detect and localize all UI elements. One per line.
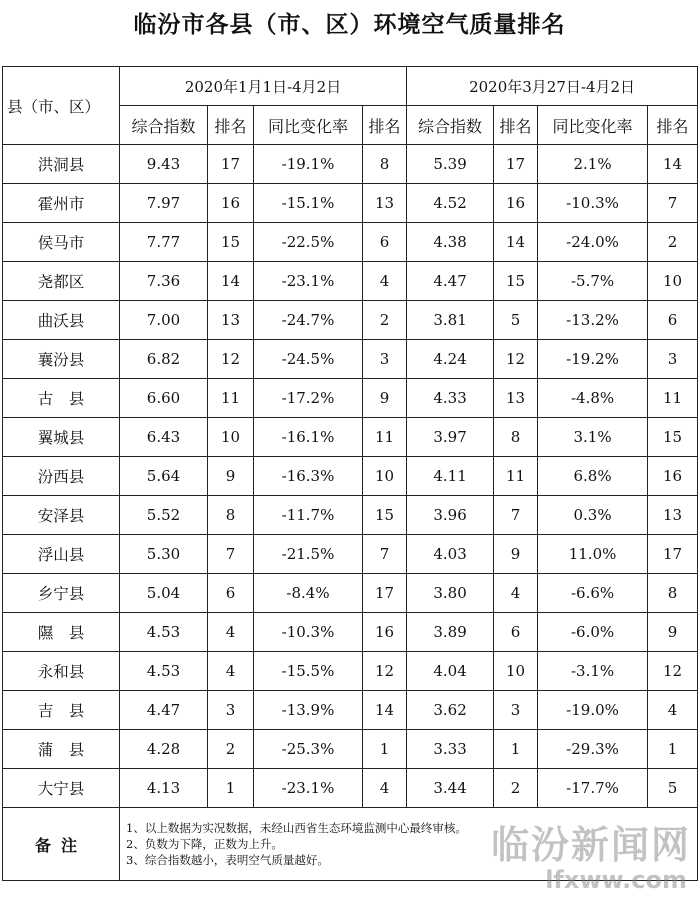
p2-index-header: 综合指数: [407, 106, 494, 145]
p1-rank: 10: [208, 418, 254, 457]
p1-index-header: 综合指数: [120, 106, 208, 145]
p1-yoy-change: -16.1%: [254, 418, 363, 457]
p2-change-rank: 15: [648, 418, 698, 457]
p2-yoy-change: 2.1%: [538, 145, 648, 184]
note-line: 1、以上数据为实况数据，未经山西省生态环境监测中心最终审核。: [126, 821, 467, 835]
page-title: 临汾市各县（市、区）环境空气质量排名: [133, 12, 566, 38]
p2-yoy-change: -3.1%: [538, 652, 648, 691]
p2-change-rank: 9: [648, 613, 698, 652]
p2-rank: 5: [494, 301, 538, 340]
table-row: [3, 730, 698, 769]
note-line: 2、负数为下降，正数为上升。: [126, 837, 283, 851]
p2-rank: 4: [494, 574, 538, 613]
table-row: [3, 223, 698, 262]
p1-yoy-change: -15.5%: [254, 652, 363, 691]
p1-yoy-change: -13.9%: [254, 691, 363, 730]
p1-rank: 3: [208, 691, 254, 730]
p1-change-rank: 15: [363, 496, 407, 535]
p2-yoy-change: 11.0%: [538, 535, 648, 574]
p2-yoy-change: 6.8%: [538, 457, 648, 496]
p2-rank: 1: [494, 730, 538, 769]
p2-composite-index: 4.04: [407, 652, 494, 691]
p2-rank: 13: [494, 379, 538, 418]
p1-yoy-change: -15.1%: [254, 184, 363, 223]
county-name: 吉 县: [3, 691, 120, 730]
p1-yoy-change: -23.1%: [254, 769, 363, 808]
note-line: 3、综合指数越小，表明空气质量越好。: [126, 853, 329, 867]
p1-change-rank: 14: [363, 691, 407, 730]
p1-change-rank: 3: [363, 340, 407, 379]
table-row: [3, 457, 698, 496]
p1-change-rank: 6: [363, 223, 407, 262]
p1-rank: 8: [208, 496, 254, 535]
p2-composite-index: 4.52: [407, 184, 494, 223]
p2-yoy-change: -5.7%: [538, 262, 648, 301]
p1-change-rank: 13: [363, 184, 407, 223]
p1-composite-index: 5.64: [120, 457, 208, 496]
p1-rank: 4: [208, 613, 254, 652]
p1-composite-index: 7.97: [120, 184, 208, 223]
p1-rank: 11: [208, 379, 254, 418]
county-name: 曲沃县: [3, 301, 120, 340]
p2-rank: 14: [494, 223, 538, 262]
p1-composite-index: 5.52: [120, 496, 208, 535]
table-row: [3, 535, 698, 574]
p1-composite-index: 4.13: [120, 769, 208, 808]
county-name: 古 县: [3, 379, 120, 418]
p1-composite-index: 7.77: [120, 223, 208, 262]
p1-rank: 1: [208, 769, 254, 808]
table-row: [3, 691, 698, 730]
p2-yoy-change: -19.2%: [538, 340, 648, 379]
county-name: 洪洞县: [3, 145, 120, 184]
p1-composite-index: 4.53: [120, 613, 208, 652]
p1-yoy-change: -24.7%: [254, 301, 363, 340]
p2-composite-index: 4.11: [407, 457, 494, 496]
p2-composite-index: 5.39: [407, 145, 494, 184]
p1-change-rank: 4: [363, 262, 407, 301]
p1-change-rank: 16: [363, 613, 407, 652]
p1-rank: 9: [208, 457, 254, 496]
p2-composite-index: 4.38: [407, 223, 494, 262]
p2-rank: 8: [494, 418, 538, 457]
p1-yoy-change: -16.3%: [254, 457, 363, 496]
p2-composite-index: 4.47: [407, 262, 494, 301]
p2-composite-index: 3.97: [407, 418, 494, 457]
table-row: [3, 652, 698, 691]
p2-yoy-change: -29.3%: [538, 730, 648, 769]
p1-composite-index: 7.36: [120, 262, 208, 301]
p1-yoy-change: -17.2%: [254, 379, 363, 418]
p2-yoy-change: -6.6%: [538, 574, 648, 613]
p1-yoy-change: -24.5%: [254, 340, 363, 379]
table-row: [3, 769, 698, 808]
p1-change-rank: 11: [363, 418, 407, 457]
p1-rank: 16: [208, 184, 254, 223]
p1-composite-index: 4.53: [120, 652, 208, 691]
table-row: [3, 301, 698, 340]
p1-change-rank: 1: [363, 730, 407, 769]
p1-rank: 6: [208, 574, 254, 613]
county-name: 浮山县: [3, 535, 120, 574]
p2-rank: 3: [494, 691, 538, 730]
county-name: 尧都区: [3, 262, 120, 301]
p1-yoy-change: -21.5%: [254, 535, 363, 574]
p2-change-rank: 2: [648, 223, 698, 262]
notes-row: [3, 808, 698, 881]
p1-rank: 15: [208, 223, 254, 262]
p2-rank: 7: [494, 496, 538, 535]
p1-rank: 12: [208, 340, 254, 379]
p1-change-rank-header: 排名: [363, 106, 407, 145]
p2-change-rank: 4: [648, 691, 698, 730]
p1-rank: 7: [208, 535, 254, 574]
p2-change-rank: 16: [648, 457, 698, 496]
p2-change-rank: 17: [648, 535, 698, 574]
p1-change-header: 同比变化率: [254, 106, 363, 145]
table-row: [3, 340, 698, 379]
p2-change-rank: 3: [648, 340, 698, 379]
p1-change-rank: 4: [363, 769, 407, 808]
p1-yoy-change: -25.3%: [254, 730, 363, 769]
county-name: 蒲 县: [3, 730, 120, 769]
p2-change-rank: 1: [648, 730, 698, 769]
period2-header: 2020年3月27日-4月2日: [407, 67, 698, 106]
p2-composite-index: 4.24: [407, 340, 494, 379]
p1-composite-index: 6.82: [120, 340, 208, 379]
p1-change-rank: 17: [363, 574, 407, 613]
notes-text: [120, 808, 698, 881]
p1-composite-index: 7.00: [120, 301, 208, 340]
p1-yoy-change: -22.5%: [254, 223, 363, 262]
p1-composite-index: 6.43: [120, 418, 208, 457]
table-row: [3, 613, 698, 652]
notes-label: 备注: [3, 808, 120, 881]
p2-change-rank: 5: [648, 769, 698, 808]
p1-rank-header: 排名: [208, 106, 254, 145]
p2-change-rank: 12: [648, 652, 698, 691]
county-name: 襄汾县: [3, 340, 120, 379]
table-row: [3, 574, 698, 613]
p2-change-rank: 6: [648, 301, 698, 340]
p2-composite-index: 3.81: [407, 301, 494, 340]
p2-change-rank: 7: [648, 184, 698, 223]
p2-rank: 17: [494, 145, 538, 184]
p2-composite-index: 3.89: [407, 613, 494, 652]
p2-change-rank: 8: [648, 574, 698, 613]
p1-composite-index: 5.30: [120, 535, 208, 574]
p2-composite-index: 3.33: [407, 730, 494, 769]
p2-change-rank-header: 排名: [648, 106, 698, 145]
p1-composite-index: 4.28: [120, 730, 208, 769]
table-row: [3, 418, 698, 457]
p2-composite-index: 4.33: [407, 379, 494, 418]
watermark-url: lfxww.com: [545, 866, 687, 894]
p2-change-rank: 13: [648, 496, 698, 535]
county-name: 霍州市: [3, 184, 120, 223]
p2-rank: 11: [494, 457, 538, 496]
table-row: [3, 379, 698, 418]
p2-rank: 2: [494, 769, 538, 808]
p2-yoy-change: 3.1%: [538, 418, 648, 457]
p1-yoy-change: -10.3%: [254, 613, 363, 652]
p1-rank: 13: [208, 301, 254, 340]
p2-yoy-change: -13.2%: [538, 301, 648, 340]
county-name: 汾西县: [3, 457, 120, 496]
county-name: 翼城县: [3, 418, 120, 457]
county-name: 大宁县: [3, 769, 120, 808]
p2-change-rank: 10: [648, 262, 698, 301]
table-row: [3, 145, 698, 184]
p2-rank: 10: [494, 652, 538, 691]
table-row: [3, 184, 698, 223]
p2-yoy-change: -19.0%: [538, 691, 648, 730]
p1-composite-index: 4.47: [120, 691, 208, 730]
p1-change-rank: 9: [363, 379, 407, 418]
table-row: [3, 496, 698, 535]
county-name: 隰 县: [3, 613, 120, 652]
p2-change-header: 同比变化率: [538, 106, 648, 145]
p1-composite-index: 6.60: [120, 379, 208, 418]
p2-rank: 6: [494, 613, 538, 652]
p2-rank-header: 排名: [494, 106, 538, 145]
county-name: 侯马市: [3, 223, 120, 262]
p1-change-rank: 12: [363, 652, 407, 691]
header-row-periods: [3, 67, 698, 106]
p2-yoy-change: 0.3%: [538, 496, 648, 535]
county-name: 永和县: [3, 652, 120, 691]
county-name: 安泽县: [3, 496, 120, 535]
p2-yoy-change: -17.7%: [538, 769, 648, 808]
p2-change-rank: 11: [648, 379, 698, 418]
p1-yoy-change: -8.4%: [254, 574, 363, 613]
county-name: 乡宁县: [3, 574, 120, 613]
p1-yoy-change: -11.7%: [254, 496, 363, 535]
p2-yoy-change: -10.3%: [538, 184, 648, 223]
p2-composite-index: 3.80: [407, 574, 494, 613]
row-label-header: 县（市、区）: [3, 67, 120, 145]
p1-change-rank: 8: [363, 145, 407, 184]
p2-rank: 9: [494, 535, 538, 574]
p1-change-rank: 2: [363, 301, 407, 340]
p2-yoy-change: -24.0%: [538, 223, 648, 262]
p2-yoy-change: -6.0%: [538, 613, 648, 652]
p2-rank: 16: [494, 184, 538, 223]
p2-yoy-change: -4.8%: [538, 379, 648, 418]
period1-header: 2020年1月1日-4月2日: [120, 67, 407, 106]
air-quality-ranking-table: [2, 66, 698, 881]
table-row: [3, 262, 698, 301]
p1-composite-index: 9.43: [120, 145, 208, 184]
p1-rank: 17: [208, 145, 254, 184]
p2-change-rank: 14: [648, 145, 698, 184]
p2-composite-index: 4.03: [407, 535, 494, 574]
p1-change-rank: 10: [363, 457, 407, 496]
p1-rank: 4: [208, 652, 254, 691]
p2-composite-index: 3.96: [407, 496, 494, 535]
p2-rank: 15: [494, 262, 538, 301]
p1-change-rank: 7: [363, 535, 407, 574]
p2-composite-index: 3.44: [407, 769, 494, 808]
p2-rank: 12: [494, 340, 538, 379]
watermark-brand: 临汾新闻网: [490, 823, 691, 867]
p1-rank: 2: [208, 730, 254, 769]
p1-composite-index: 5.04: [120, 574, 208, 613]
p1-rank: 14: [208, 262, 254, 301]
p1-yoy-change: -23.1%: [254, 262, 363, 301]
p2-composite-index: 3.62: [407, 691, 494, 730]
p1-yoy-change: -19.1%: [254, 145, 363, 184]
